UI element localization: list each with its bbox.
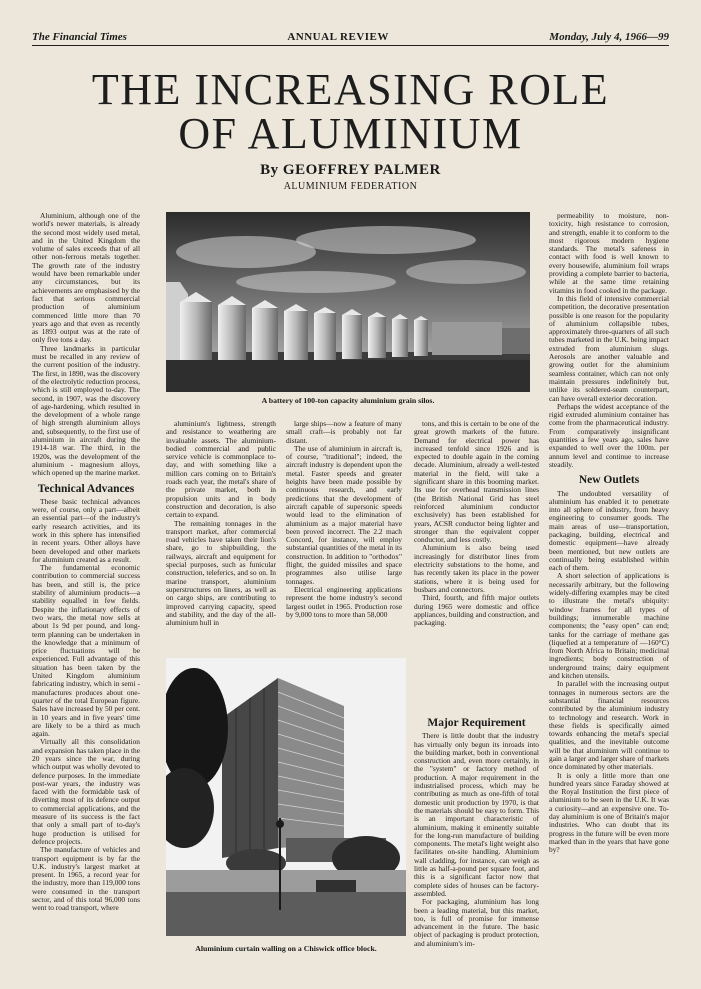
paragraph: permeability to moisture, non-toxicity, high resistance to corrosion, and strength, enable it to conform to the most rigorous modern hygiene standards. The metal's safeness in contact with food is well known to every housewife, aluminium foil wraps providing a complete barrier to bacteria, while at the same time retaining vitamins in food cooked in the package. <box>549 212 669 295</box>
office-block-image <box>166 658 406 936</box>
section-heading: Technical Advances <box>37 482 135 495</box>
paragraph: Aluminium is also being used increasingly for distributor lines from electricity substations to the home, and has recently taken its place in the power stations, where it is being used for busbars and connectors. <box>414 543 539 594</box>
caption-office-block: Aluminium curtain walling on a Chiswick office block. <box>195 944 377 953</box>
paragraph: These basic technical advances were, of course, only a part—albeit an essential part—of the industry's early research activities, and its work in this sphere has intensified in recent years. Other alloys have been developed and other markets for aluminium created as a result. <box>32 496 140 564</box>
paragraph: It is only a little more than one hundred years since Faraday showed at the Royal Institution the first piece of aluminium to be seen in the U.K. It was a curiosity—and an expensive one. To-day aluminium is one of Britain's major industries. Who can doubt that its progress in the future will be even more marked than in the years that have gone by? <box>549 770 669 855</box>
caption-silos: A battery of 100-ton capacity aluminium grain silos. <box>261 396 435 405</box>
paragraph: Perhaps the widest acceptance of the rigid extruded aluminium container has come from the pharmaceutical industry. From comparatively insignificant quantities a few years ago, sales have expanded to well over the 100m. per annum level and continue to increase steadily. <box>549 401 669 469</box>
paragraph: Virtually all this consolidation and expansion has taken place in the 20 years since the war, during which output was wholly devoted to defence purposes. In the immediate post-war years, the industry was faced with the formidable task of diverting most of its defence output to commercial applications, and the measure of its success is the fact that only a small part of to-day's huge production is utilised for defence projects. <box>32 737 140 846</box>
byline: By GEOFFREY PALMER <box>260 162 441 178</box>
section-heading: New Outlets <box>578 474 640 487</box>
article-column-1 <box>32 212 140 964</box>
issue-date: Monday, July 4, 1966—99 <box>549 31 669 43</box>
masthead <box>32 30 669 44</box>
section-name: ANNUAL REVIEW <box>287 31 389 43</box>
header-rule <box>32 45 669 46</box>
author-organization: ALUMINIUM FEDERATION <box>283 181 418 192</box>
newspaper-name: The Financial Times <box>32 31 127 43</box>
paragraph: The fundamental economic contribution to commercial success has been, and still is, the price stability of aluminium products—a stability equalled in few fields. Despite the inflationary effects of two wars, the metal now sells at about 1s 9d per pound, and long-term planning can be undertaken in the knowledge that a minimum of price fluctuations will be experienced. Full advantage of this situation has been taken by the United Kingdom aluminium fabricating industry, which in semi - manufactures produces about one-quarter of the total European figure. Sales have increased by 50 per cent. in 10 years and in five years' time are likely to be a third as much again. <box>32 563 140 739</box>
paragraph: In parallel with the increasing output tonnages in numerous sectors are the substantial financial resources contributed by the aluminium industry to technology and research. Work in these fields is specifically aimed towards enhancing the metal's special qualities, and the inevitable outcome will be that aluminium will continue to gain a larger and larger share of markets once dominated by other materials. <box>549 679 669 772</box>
article-column-2 <box>166 420 276 656</box>
paragraph: In this field of intensive commercial competition, the decorative presentation possible is one reason for the popularity of aluminium collapsible tubes, approximately three-quarters of all such tubes marketed in the U.K. being impact extruded from aluminium slugs. Aerosols are another valuable and growing outlet for the aluminium seamless container, which can not only maintain pressures indefinitely but, unlike its soldered-seam counterpart, can have overall exterior decoration. <box>549 293 669 403</box>
paragraph: A short selection of applications is necessarily arbitrary, but the following widely-differing examples may be cited to illustrate the metal's ubiquity: window frames for all types of buildings; innumerable machine components; the "easy open" can end; tanks for the carriage of methane gas (liquefied at a temperature of —160°C) from North Africa to Britain; medicinal ingredients; body construction of underground trains; dairy equipment and kitchen utensils. <box>549 571 669 681</box>
paragraph: For packaging, aluminium has long been a leading material, but this market, too, is full of promise for immense advancement in the future. The basic object of packaging is product protection, and aluminium's im- <box>414 897 539 948</box>
paragraph: Aluminium, although one of the world's newer materials, is already the second most widely used metal, and in the United Kingdom the volume of sales exceeds that of all other non-ferrous metals together. The growth rate of the industry would have been remarkable under any circumstances, but its achievements are emphasised by the fact that serious commercial production of aluminium commenced little more than 70 years ago and that even as recently as 1893 output was at the rate of only five tons a day. <box>32 212 140 345</box>
article-column-4-upper <box>414 420 539 692</box>
paragraph: Electrical engineering applications represent the home industry's second largest outlet in 1965. Production rose by 9,000 tons to more than 58,000 <box>286 584 402 619</box>
article-column-4-lower <box>414 712 539 964</box>
article-column-3 <box>286 420 402 656</box>
section-heading: Major Requirement <box>427 717 526 729</box>
paragraph: tons, and this is certain to be one of the great growth markets of the future. Demand for electrical power has increased tenfold since 1926 and is expected to double again in the coming decade. Aluminium, already a well-tested material in the field, will take a significant share in this booming market. Its use for overhead transmission lines (the British National Grid has steel reinforced aluminium conductor exclusively) has been established for years, ACSR conductor being lighter and stronger than the equivalent copper conductor, and less costly. <box>414 420 539 545</box>
headline-line-1: THE INCREASING ROLE <box>91 65 610 114</box>
paragraph: The undoubted versatility of aluminium has enabled it to penetrate into all sphere of industry, from heavy engineering to consumer goods. The main areas of use—transportation, packaging, building, electrical and domestic equipment—have already been mentioned, but new outlets are continually being established within each of them. <box>549 488 669 573</box>
paragraph: The use of aluminium in aircraft is, of course, "traditional"; indeed, the aircraft industry is dependent upon the metal. Faster speeds and greater heights have been made possible by continuous research, and early predictions that the development of aircraft capable of supersonic speeds would lead to the elimination of aluminium as a major material have been proved incorrect. The 2.2 mach Concord, for instance, will employ substantial quantities of the metal in its construction. In addition to "orthodox" flight, the guided missiles and space programmes also utilise large tonnages. <box>286 443 402 586</box>
paragraph: Third, fourth, and fifth major outlets during 1965 were domestic and office appliances, building and construction, and packaging. <box>414 593 539 628</box>
paragraph: Three landmarks in particular must be recalled in any review of the current position of the industry. The first, in 1890, was the discovery of the electrolytic reduction process, which is still employed to-day. The second, in 1907, was the discovery of age-hardening, which resulted in the development of a whole range of high strength aluminium alloys and, subsequently, to the first use of aluminium in aircraft during the 1914-18 war. The third, in the 1920s, was the development of the aluminium - magnesium alloys, which opened up the marine market. <box>32 343 140 478</box>
paragraph: large ships—now a feature of many small craft—is probably not far distant. <box>286 420 402 445</box>
paragraph: The manufacture of vehicles and transport equipment is by far the U.K. industry's largest market at present. In 1965, a record year for the industry, more than 119,000 tons were consumed in the transport sector, and of this total 96,000 tons went to road transport, where <box>32 845 140 913</box>
headline-line-2: OF ALUMINIUM <box>178 109 523 158</box>
grain-silos-image <box>166 212 530 392</box>
article-column-5 <box>549 212 669 964</box>
grain-silos-photo <box>166 212 530 392</box>
paragraph: aluminium's lightness, strength and resistance to weathering are invaluable assets. The aluminium-bodied commercial and public service vehicle is commonplace to-day, and with something like a million cars coming on to Britain's roads each year, the metal's share of the private market, both in propulsion units and in body construction and decoration, is also certain to expand. <box>166 420 276 520</box>
paragraph: The remaining tonnages in the transport market, after commercial road vehicles have taken their lion's share, go to shipbuilding, the railways, aircraft and equipment for special purposes, such as funicular construction, teleferics, and so on. In marine transport, aluminium superstructures on liners, as well as on cargo ships, are contributing to improved carrying capacity, speed and stability, and the day of the all-aluminium hull in <box>166 518 276 628</box>
paragraph: There is little doubt that the industry has virtually only begun its inroads into the building market, both in conventional construction and, even more certainly, in the "system" or factory method of production. A major requirement in the industrialised process, which may be contributing as much as one-fifth of total domestic unit production by 1970, is that the materials should be easy to form. This is an important characteristic of aluminium, making it eminently suitable for the long-run manufacture of building components. The metal's light weight also facilitates on-site handling. Aluminium wall cladding, for instance, can weigh as little as half-a-pound per square foot, and this is a significant factor now that complete sides of houses can be factory-assembled. <box>414 731 539 898</box>
office-block-photo <box>166 658 406 936</box>
